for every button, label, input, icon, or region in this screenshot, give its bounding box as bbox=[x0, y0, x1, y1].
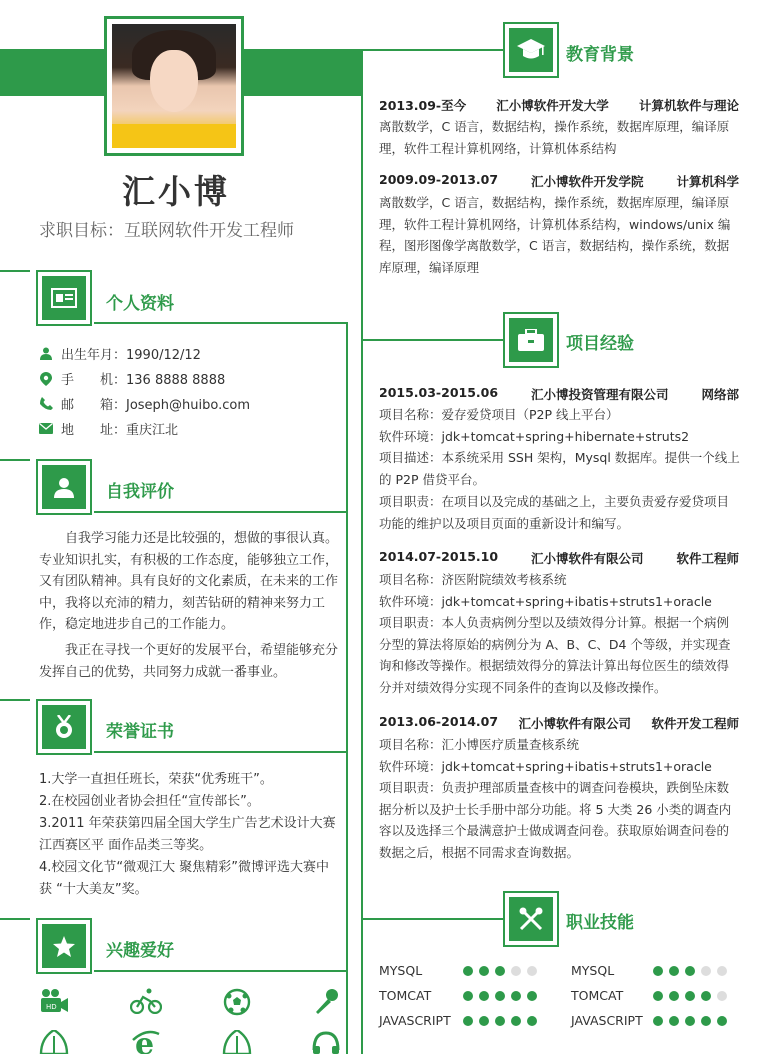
project-entry-header bbox=[379, 714, 739, 732]
project-line: 软件环境：jdk+tomcat+spring+ibatis+struts1+oracle bbox=[379, 594, 712, 609]
job-objective: 求职目标：互联网软件开发工程师 bbox=[39, 221, 294, 241]
headphones-icon bbox=[308, 1030, 344, 1054]
skill-row bbox=[571, 963, 751, 981]
phone-icon bbox=[39, 397, 53, 411]
ie-icon bbox=[128, 1030, 164, 1054]
cycling-icon bbox=[128, 988, 164, 1020]
skill-dot-filled bbox=[669, 991, 679, 1001]
section-title-education: 教育背景 bbox=[566, 45, 634, 65]
section-icon bbox=[503, 891, 559, 947]
skill-dot-filled bbox=[685, 966, 695, 976]
user-icon bbox=[42, 465, 86, 509]
divider-line bbox=[0, 699, 30, 701]
skill-dot-filled bbox=[527, 1016, 537, 1026]
skill-name: JAVASCRIPT bbox=[571, 1013, 643, 1028]
skill-row bbox=[379, 988, 559, 1006]
section-title-honors: 荣誉证书 bbox=[106, 722, 174, 742]
info-birthday bbox=[39, 344, 201, 363]
project-line: 项目职责：本人负责病例分型以及绩效得分计算。根据一个病例分型的算法将原始的病例分为 A、B、C、D4 个等级，并实现查询和修改等操作。根据绩效得分的算法计算出每位医生的绩效得分并对绩效得分实现不同条件的查询以及修改操作。 bbox=[379, 615, 731, 695]
divider-line bbox=[0, 270, 30, 272]
skill-dot-filled bbox=[527, 991, 537, 1001]
star-icon bbox=[42, 924, 86, 968]
tools-icon bbox=[509, 897, 553, 941]
skill-dot-filled bbox=[479, 991, 489, 1001]
section-title-skills: 职业技能 bbox=[566, 913, 634, 933]
section-title-self-eval: 自我评价 bbox=[106, 482, 174, 502]
education-entry-desc: 离散数学，C 语言，数据结构，操作系统，数据库原理，编译原理，软件工程计算机网络，计算机体系结构，windows/unix 编程，图形图像学离散数学，C 语言，数据结构，操作系统，数据库原理，编译原理 bbox=[379, 195, 731, 275]
divider-line bbox=[94, 322, 348, 324]
entry-company: 汇小博投资管理有限公司 bbox=[531, 387, 669, 402]
divider-line bbox=[94, 511, 348, 513]
section-title-hobbies: 兴趣爱好 bbox=[106, 941, 174, 961]
divider-line bbox=[361, 339, 503, 341]
section-icon bbox=[36, 918, 92, 974]
skill-level-dots bbox=[653, 1016, 727, 1026]
entry-date: 2013.09-至今 bbox=[379, 98, 467, 113]
project-line: 项目职责：在项目以及完成的基础之上，主要负责爱存爱贷项目功能的维护以及项目页面的重新设计和编写。 bbox=[379, 494, 730, 531]
candidate-name: 汇小博 bbox=[122, 172, 230, 211]
education-entry-header bbox=[379, 96, 739, 114]
skill-dot-empty bbox=[717, 991, 727, 1001]
section-icon bbox=[36, 270, 92, 326]
entry-role: 软件开发工程师 bbox=[651, 716, 739, 731]
entry-date: 2013.06-2014.07 bbox=[379, 714, 499, 729]
skill-dot-filled bbox=[717, 1016, 727, 1026]
entry-date: 2014.07-2015.10 bbox=[379, 549, 499, 564]
skill-dot-filled bbox=[669, 1016, 679, 1026]
briefcase-icon bbox=[509, 318, 553, 362]
skill-dot-filled bbox=[701, 991, 711, 1001]
graduation-cap-icon bbox=[509, 28, 553, 72]
skill-name: MYSQL bbox=[379, 963, 423, 978]
project-line: 项目名称：爱存爱贷项目（P2P 线上平台） bbox=[379, 407, 619, 422]
education-entry-header bbox=[379, 172, 739, 190]
divider-line bbox=[94, 751, 348, 753]
info-text: 手 机：136 8888 8888 bbox=[61, 373, 226, 388]
skill-dot-filled bbox=[463, 991, 473, 1001]
video-icon bbox=[36, 988, 72, 1020]
skill-dot-filled bbox=[685, 1016, 695, 1026]
divider-line bbox=[361, 49, 503, 51]
project-line: 项目描述：本系统采用 SSH 架构，Mysql 数据库。提供一个线上的 P2P 借贷平台。 bbox=[379, 450, 740, 487]
id-card-icon bbox=[42, 276, 86, 320]
project-line: 项目名称：济医附院绩效考核系统 bbox=[379, 572, 567, 587]
section-icon bbox=[503, 312, 559, 368]
divider-line bbox=[94, 970, 348, 972]
project-entry-header bbox=[379, 549, 739, 567]
svg-text:HD: HD bbox=[46, 1003, 57, 1011]
divider-line bbox=[361, 49, 363, 1054]
project-entry-header bbox=[379, 385, 739, 403]
entry-role: 网络部 bbox=[701, 387, 739, 402]
divider-line bbox=[0, 459, 30, 461]
skill-dot-filled bbox=[495, 1016, 505, 1026]
skill-dot-filled bbox=[511, 991, 521, 1001]
divider-line bbox=[361, 918, 503, 920]
skill-dot-empty bbox=[511, 966, 521, 976]
project-line: 项目名称：汇小博医疗质量查核系统 bbox=[379, 737, 580, 752]
section-icon bbox=[503, 22, 559, 78]
entry-school: 汇小博软件开发大学 bbox=[496, 98, 609, 113]
entry-date: 2015.03-2015.06 bbox=[379, 385, 499, 400]
person-icon bbox=[39, 347, 53, 361]
leaf-icon bbox=[36, 1030, 72, 1054]
honor-item: 1.大学一直担任班长，荣获“优秀班干”。 bbox=[39, 772, 273, 787]
location-icon bbox=[39, 372, 53, 386]
honor-item: 4.校园文化节“微观江大 聚焦精彩”微博评选大赛中获 “十大美友”奖。 bbox=[39, 860, 330, 897]
svg-text:e: e bbox=[135, 1030, 155, 1054]
info-text: 出生年月：1990/12/12 bbox=[61, 348, 201, 363]
skill-dot-filled bbox=[653, 1016, 663, 1026]
project-line: 软件环境：jdk+tomcat+spring+ibatis+struts1+oracle bbox=[379, 759, 712, 774]
info-email bbox=[39, 394, 250, 413]
entry-date: 2009.09-2013.07 bbox=[379, 172, 499, 187]
skill-dot-filled bbox=[495, 966, 505, 976]
skill-level-dots bbox=[653, 991, 727, 1001]
info-text: 地 址：重庆江北 bbox=[61, 423, 179, 438]
skill-row bbox=[379, 963, 559, 981]
skill-dot-filled bbox=[479, 1016, 489, 1026]
section-title-projects: 项目经验 bbox=[566, 334, 634, 354]
self-eval-para-2: 我正在寻找一个更好的发展平台，希望能够充分发挥自己的优势，共同努力成就一番事业。 bbox=[39, 643, 339, 680]
info-mobile bbox=[39, 369, 225, 388]
honor-item: 3.2011 年荣获第四届全国大学生广告艺术设计大赛江西赛区平 面作品类三等奖。 bbox=[39, 816, 336, 853]
skill-dot-filled bbox=[669, 966, 679, 976]
mail-icon bbox=[39, 422, 53, 436]
skill-dot-empty bbox=[527, 966, 537, 976]
divider-line bbox=[0, 918, 30, 920]
section-icon bbox=[36, 459, 92, 515]
skill-dot-empty bbox=[701, 966, 711, 976]
entry-role: 软件工程师 bbox=[676, 551, 739, 566]
skill-row bbox=[571, 1013, 751, 1031]
skill-name: MYSQL bbox=[571, 963, 615, 978]
education-entry-desc: 离散数学，C 语言，数据结构，操作系统，数据库原理，编译原理，软件工程计算机网络，计算机体系结构 bbox=[379, 119, 730, 156]
skill-dot-filled bbox=[701, 1016, 711, 1026]
section-icon bbox=[36, 699, 92, 755]
microphone-icon bbox=[308, 988, 344, 1022]
skill-name: JAVASCRIPT bbox=[379, 1013, 451, 1028]
skill-dot-filled bbox=[463, 1016, 473, 1026]
divider-line bbox=[346, 322, 348, 1054]
entry-major: 计算机科学 bbox=[676, 174, 739, 189]
project-line: 项目职责：负责护理部质量查核中的调查问卷模块，跌倒坠床数据分析以及护士长手册中部分功能。将 5 大类 26 小类的调查内容以及选择三个最满意护士做成调查问卷。获取原始调查问卷的数据之后，根据不同需求查询数据。 bbox=[379, 780, 732, 860]
profile-photo bbox=[104, 16, 244, 156]
skill-dot-filled bbox=[685, 991, 695, 1001]
entry-company: 汇小博软件有限公司 bbox=[531, 551, 644, 566]
skill-dot-filled bbox=[511, 1016, 521, 1026]
skill-level-dots bbox=[463, 966, 537, 976]
self-eval-para-1: 自我学习能力还是比较强的，想做的事很认真。专业知识扎实，有积极的工作态度，能够独立工作，又有团队精神。具有良好的文化素质，在未来的工作中，我将以充沛的精力，刻苦钻研的精神来努力工作，稳定地进步自己的工作能力。 bbox=[39, 531, 339, 632]
football-icon bbox=[219, 988, 255, 1022]
skill-row bbox=[571, 988, 751, 1006]
skill-level-dots bbox=[463, 1016, 537, 1026]
entry-school: 汇小博软件开发学院 bbox=[531, 174, 644, 189]
skill-name: TOMCAT bbox=[571, 988, 624, 1003]
skill-dot-filled bbox=[479, 966, 489, 976]
info-address bbox=[39, 419, 178, 438]
entry-major: 计算机软件与理论 bbox=[638, 98, 739, 113]
skill-dot-filled bbox=[495, 991, 505, 1001]
project-line: 软件环境：jdk+tomcat+spring+hibernate+struts2 bbox=[379, 429, 690, 444]
skill-level-dots bbox=[653, 966, 727, 976]
honor-item: 2.在校园创业者协会担任“宣传部长”。 bbox=[39, 794, 260, 809]
skill-dot-filled bbox=[653, 966, 663, 976]
skill-dot-filled bbox=[653, 991, 663, 1001]
skill-row bbox=[379, 1013, 559, 1031]
skill-level-dots bbox=[463, 991, 537, 1001]
info-text: 邮 箱：Joseph@huibo.com bbox=[61, 398, 251, 413]
entry-company: 汇小博软件有限公司 bbox=[518, 716, 632, 731]
skill-name: TOMCAT bbox=[379, 988, 432, 1003]
leaf-icon bbox=[219, 1030, 255, 1054]
skill-dot-filled bbox=[463, 966, 473, 976]
section-title-personal: 个人资料 bbox=[106, 294, 174, 314]
skill-dot-empty bbox=[717, 966, 727, 976]
medal-icon bbox=[42, 705, 86, 749]
